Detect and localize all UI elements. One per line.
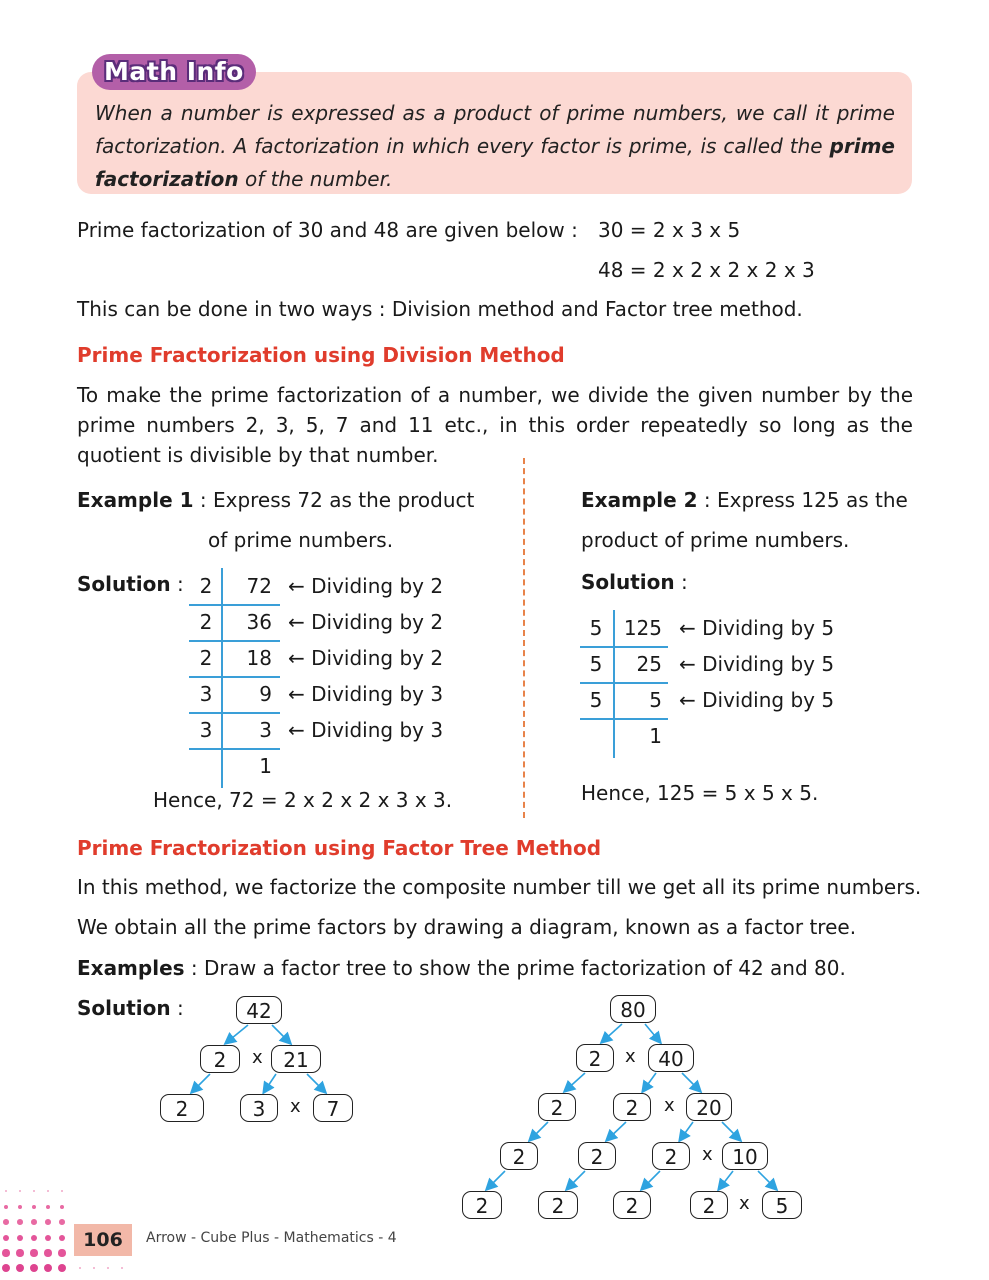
tree80-node: 2	[652, 1142, 690, 1170]
tree42-leaf: 7	[313, 1094, 353, 1122]
tree80-leaf: 2	[690, 1191, 728, 1219]
tree42-node: 21	[271, 1045, 321, 1073]
left-arrow-icon: ←	[679, 652, 703, 676]
tree42-times: x	[252, 1047, 263, 1068]
page-number: 106	[74, 1224, 132, 1256]
tree80-times: x	[702, 1144, 713, 1165]
info-text-part1: When a number is expressed as a product of prime numbers, we call it prime factorization. A factorization in which every factor is prime, is called the	[95, 101, 895, 158]
example1-label: Example 1	[77, 488, 194, 512]
example1-title-b: of prime numbers.	[208, 528, 394, 552]
left-arrow-icon: ←	[288, 574, 312, 598]
intro-line: Prime factorization of 30 and 48 are given below :	[77, 218, 578, 242]
decorative-dot	[30, 1249, 37, 1256]
tree-solution-label: Solution	[77, 996, 171, 1020]
example1-title-a: : Express 72 as the product	[193, 488, 475, 512]
example1-dividend: 18	[246, 646, 272, 670]
example2-note-text: Dividing by 5	[702, 688, 835, 712]
example2-title-b: product of prime numbers.	[581, 528, 850, 552]
examples-label: Examples	[77, 956, 185, 980]
decorative-dot	[58, 1249, 65, 1256]
tree80-root: 80	[610, 995, 656, 1023]
example2-divisor: 5	[589, 616, 603, 640]
example2-note-text: Dividing by 5	[702, 616, 835, 640]
tree80-node: 40	[648, 1044, 694, 1072]
decorative-dot	[31, 1219, 37, 1225]
decorative-dot	[16, 1249, 23, 1256]
example1-divisor: 3	[199, 682, 213, 706]
decorative-dot	[45, 1219, 51, 1225]
example1-divisor: 3	[199, 718, 213, 742]
tree80-node: 2	[500, 1142, 538, 1170]
example1-dividend: 9	[259, 682, 272, 706]
tree80-times: x	[625, 1046, 636, 1067]
math-info-badge: Math Info	[92, 54, 256, 90]
example1-note-text: Dividing by 2	[311, 610, 444, 634]
tree80-leaf: 5	[762, 1191, 802, 1219]
tree42-leaf: 3	[240, 1094, 278, 1122]
left-arrow-icon: ←	[288, 646, 312, 670]
example1-dividend: 72	[246, 574, 272, 598]
factor-tree-para2: We obtain all the prime factors by drawing a diagram, known as a factor tree.	[77, 915, 857, 939]
tree80-node: 2	[613, 1093, 651, 1121]
example2-dividend: 25	[636, 652, 662, 676]
example1-note-text: Dividing by 2	[311, 574, 444, 598]
tree80-leaf: 2	[462, 1191, 502, 1219]
left-arrow-icon: ←	[288, 682, 312, 706]
examples-text: : Draw a factor tree to show the prime factorization of 42 and 80.	[184, 956, 846, 980]
example1-hence: Hence, 72 = 2 x 2 x 2 x 3 x 3.	[153, 788, 453, 812]
tree42-leaf: 2	[160, 1094, 204, 1122]
example1-divisor: 2	[199, 610, 213, 634]
example1-dividend: 3	[259, 718, 272, 742]
example1-dividend: 36	[246, 610, 272, 634]
info-text-bold: prime factorization	[95, 134, 895, 191]
example2-remainder: 1	[649, 724, 662, 748]
example2-label: Example 2	[581, 488, 698, 512]
example2-dividend: 125	[623, 616, 662, 640]
book-title: Arrow - Cube Plus - Mathematics - 4	[146, 1230, 397, 1246]
intro-two-ways: This can be done in two ways : Division method and Factor tree method.	[77, 297, 803, 321]
division-heading: Prime Fractorization using Division Method	[77, 343, 565, 367]
division-paragraph: To make the prime factorization of a number, we divide the given number by the prime numbers 2, 3, 5, 7 and 11 etc., in this order repeatedly so long as the quotient is divisible by that number.	[77, 383, 913, 467]
example2-title-a: : Express 125 as the	[697, 488, 908, 512]
tree80-node: 20	[686, 1093, 732, 1121]
example2-dividend: 5	[649, 688, 662, 712]
tree80-times: x	[664, 1095, 675, 1116]
intro-eq-48: 48 = 2 x 2 x 2 x 2 x 3	[598, 258, 815, 282]
factor-tree-para1: In this method, we factorize the composite number till we get all its prime numbers.	[77, 875, 922, 899]
left-arrow-icon: ←	[288, 610, 312, 634]
factor-tree-heading: Prime Fractorization using Factor Tree Method	[77, 836, 602, 860]
tree42-times: x	[290, 1096, 301, 1117]
decorative-dot	[44, 1249, 51, 1256]
tree80-node: 10	[722, 1142, 768, 1170]
example2-note-text: Dividing by 5	[702, 652, 835, 676]
example2-divisor: 5	[589, 688, 603, 712]
example2-hence: Hence, 125 = 5 x 5 x 5.	[581, 781, 819, 805]
example2-solution-colon: :	[674, 570, 688, 594]
example1-solution-colon: :	[170, 572, 184, 596]
example1-note-text: Dividing by 3	[311, 718, 444, 742]
decorative-dot	[2, 1249, 9, 1256]
tree80-leaf: 2	[613, 1191, 651, 1219]
example2-solution-label: Solution	[581, 570, 675, 594]
left-arrow-icon: ←	[679, 616, 703, 640]
left-arrow-icon: ←	[679, 688, 703, 712]
tree80-node: 2	[576, 1044, 614, 1072]
intro-eq-30: 30 = 2 x 3 x 5	[598, 218, 741, 242]
tree80-node: 2	[538, 1093, 576, 1121]
tree80-times: x	[739, 1193, 750, 1214]
tree80-leaf: 2	[538, 1191, 578, 1219]
decorative-dot	[17, 1219, 23, 1225]
tree-solution-colon: :	[170, 996, 184, 1020]
example1-divisor: 2	[199, 574, 213, 598]
example1-solution-label: Solution	[77, 572, 171, 596]
decorative-dot	[59, 1219, 65, 1225]
tree42-node: 2	[200, 1045, 240, 1073]
example1-remainder: 1	[259, 754, 272, 778]
tree80-node: 2	[578, 1142, 616, 1170]
info-text-part2: of the number.	[238, 167, 393, 191]
example1-divisor: 2	[199, 646, 213, 670]
tree42-root: 42	[236, 996, 282, 1024]
left-arrow-icon: ←	[288, 718, 312, 742]
example1-note-text: Dividing by 3	[311, 682, 444, 706]
example2-divisor: 5	[589, 652, 603, 676]
example1-note-text: Dividing by 2	[311, 646, 444, 670]
decorative-dot	[3, 1219, 9, 1225]
